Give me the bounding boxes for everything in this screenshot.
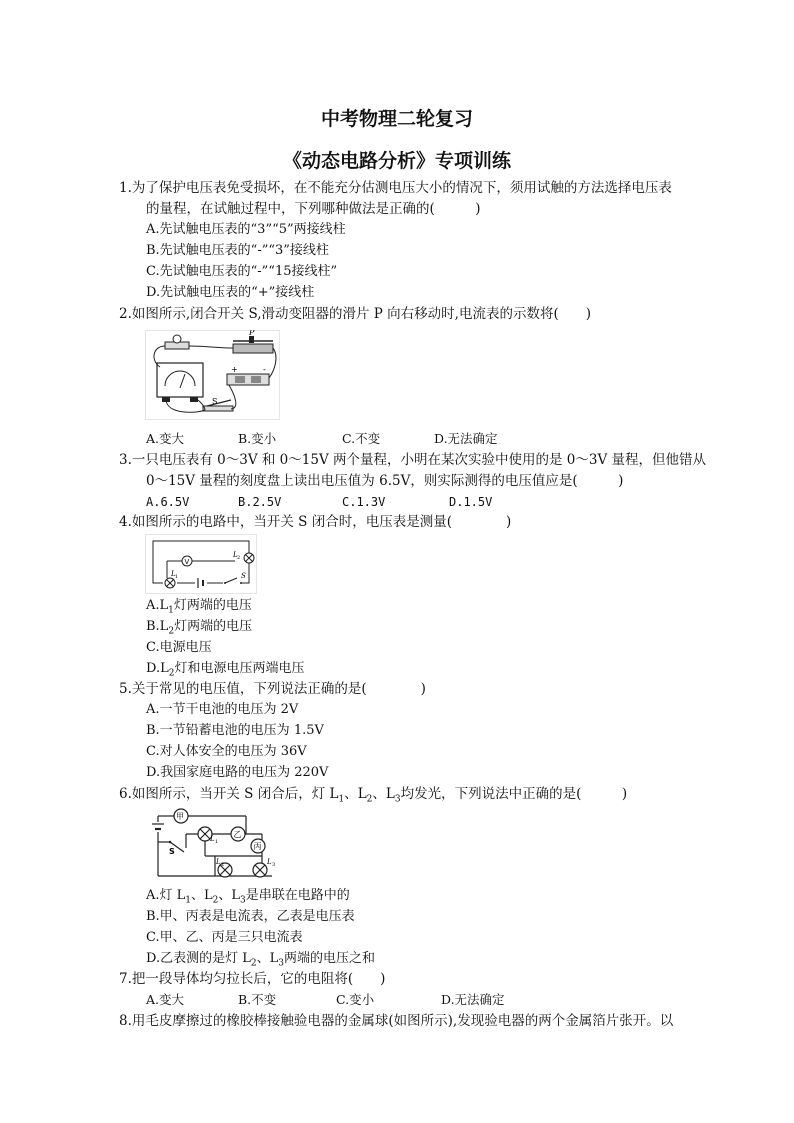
question-4-option-a: $A.L_1$灯两端的电压 bbox=[146, 598, 252, 616]
question-6-circuit-figure bbox=[150, 808, 282, 882]
question-1-line-1: 1.为了保护电压表免受损坏，在不能充分估测电压大小的情况下，须用试触的方法选择电压表 bbox=[119, 180, 672, 196]
question-3-option-b: B.2.5V bbox=[238, 495, 282, 509]
label-l3: L bbox=[267, 858, 272, 866]
question-7-option-c: C.变小 bbox=[336, 992, 375, 1007]
question-5-option-b: B.一节铅蓄电池的电压为 1.5V bbox=[146, 723, 324, 738]
svg-text:1: 1 bbox=[215, 839, 219, 845]
question-4-option-d: $D.L_2$灯和电源电压两端电压 bbox=[146, 661, 305, 679]
question-7-option-d: D.无法确定 bbox=[441, 992, 505, 1007]
label-plus: + bbox=[231, 365, 238, 374]
svg-text:2: 2 bbox=[237, 555, 241, 561]
question-6-option-b: B.甲、丙表是电流表，乙表是电压表 bbox=[146, 909, 355, 924]
question-4-circuit-figure bbox=[145, 534, 257, 594]
question-6-option-d: D.乙表测的是灯 $L_2$、$L_3$两端的电压之和 bbox=[146, 951, 375, 969]
question-4-option-b: $B.L_2$灯两端的电压 bbox=[146, 619, 253, 637]
question-4-line-1: 4.如图所示的电路中，当开关 S 闭合时，电压表是测量( ) bbox=[119, 514, 512, 530]
label-p: P bbox=[249, 330, 255, 337]
question-1-option-a: A.先试触电压表的“3”“5”两接线柱 bbox=[146, 222, 346, 237]
question-3-line-2: 0～15V 量程的刻度盘上读出电压值为 6.5V，则实际测得的电压值应是( ) bbox=[146, 473, 624, 489]
question-4-option-c: C.电源电压 bbox=[146, 640, 212, 655]
svg-text:1: 1 bbox=[175, 574, 179, 580]
label-minus: - bbox=[263, 365, 266, 374]
question-7-option-a: A.变大 bbox=[146, 992, 185, 1007]
page-title: 中考物理二轮复习 bbox=[320, 108, 473, 130]
question-5-line-1: 5.关于常见的电压值，下列说法正确的是( ) bbox=[119, 681, 426, 697]
label-bing: 丙 bbox=[253, 842, 262, 851]
question-3-line-1: 3.一只电压表有 0～3V 和 0～15V 两个量程，小明在某次实验中使用的是 0～3V 量程，但他错从 bbox=[119, 452, 706, 468]
question-1-option-d: D.先试触电压表的“+”接线柱 bbox=[146, 285, 315, 300]
label-l2: L bbox=[216, 858, 221, 866]
question-5-option-a: A.一节干电池的电压为 2V bbox=[146, 702, 299, 717]
label-l1: L bbox=[171, 570, 176, 578]
question-3-option-c: C.1.3V bbox=[342, 495, 386, 509]
question-1-option-c: C.先试触电压表的“-”“15接线柱” bbox=[146, 264, 338, 279]
question-6-option-a: A.灯 $L_1$、$L_2$、$L_3$是串联在电路中的 bbox=[146, 888, 350, 906]
label-v: V bbox=[184, 558, 190, 566]
question-2-option-b: B.变小 bbox=[238, 431, 277, 446]
question-3-option-a: A.6.5V bbox=[146, 495, 190, 509]
question-6-line-1: 6.如图所示，当开关 S 闭合后，灯 $L_1$、$L_2$、$L_3$均发光，下列说法中正确的是( ) bbox=[119, 786, 628, 805]
label-yi: 乙 bbox=[233, 830, 242, 839]
question-7-option-b: B.不变 bbox=[238, 992, 277, 1007]
label-s: S bbox=[169, 847, 175, 856]
question-1-line-2: 的量程，在试触过程中，下列哪种做法是正确的( ) bbox=[146, 201, 481, 217]
label-s: S bbox=[212, 397, 218, 406]
svg-text:2: 2 bbox=[221, 862, 225, 868]
label-s: S bbox=[241, 572, 246, 580]
question-3-option-d: D.1.5V bbox=[449, 495, 493, 509]
question-2-option-d: D.无法确定 bbox=[434, 431, 498, 446]
label-l2: L bbox=[233, 551, 238, 559]
question-5-option-c: C.对人体安全的电压为 36V bbox=[146, 744, 307, 759]
svg-text:3: 3 bbox=[272, 862, 276, 868]
question-2-circuit-figure bbox=[145, 330, 280, 420]
question-6-option-c: C.甲、乙、丙是三只电流表 bbox=[146, 930, 303, 945]
label-jia: 甲 bbox=[176, 812, 184, 821]
question-1-option-b: B.先试触电压表的“-”“3”接线柱 bbox=[146, 243, 329, 258]
label-l1: L bbox=[210, 835, 215, 843]
question-2-line-1: 2.如图所示,闭合开关 S,滑动变阻器的滑片 P 向右移动时,电流表的示数将( ) bbox=[119, 306, 592, 322]
question-5-option-d: D.我国家庭电路的电压为 220V bbox=[146, 765, 329, 780]
question-2-option-a: A.变大 bbox=[146, 431, 185, 446]
page-subtitle: 《动态电路分析》专项训练 bbox=[282, 150, 511, 172]
question-2-option-c: C.不变 bbox=[342, 431, 381, 446]
question-8-line-1: 8.用毛皮摩擦过的橡胶棒接触验电器的金属球(如图所示),发现验电器的两个金属箔片张开。以 bbox=[119, 1013, 674, 1029]
question-7-line-1: 7.把一段导体均匀拉长后，它的电阻将( ) bbox=[119, 971, 386, 987]
